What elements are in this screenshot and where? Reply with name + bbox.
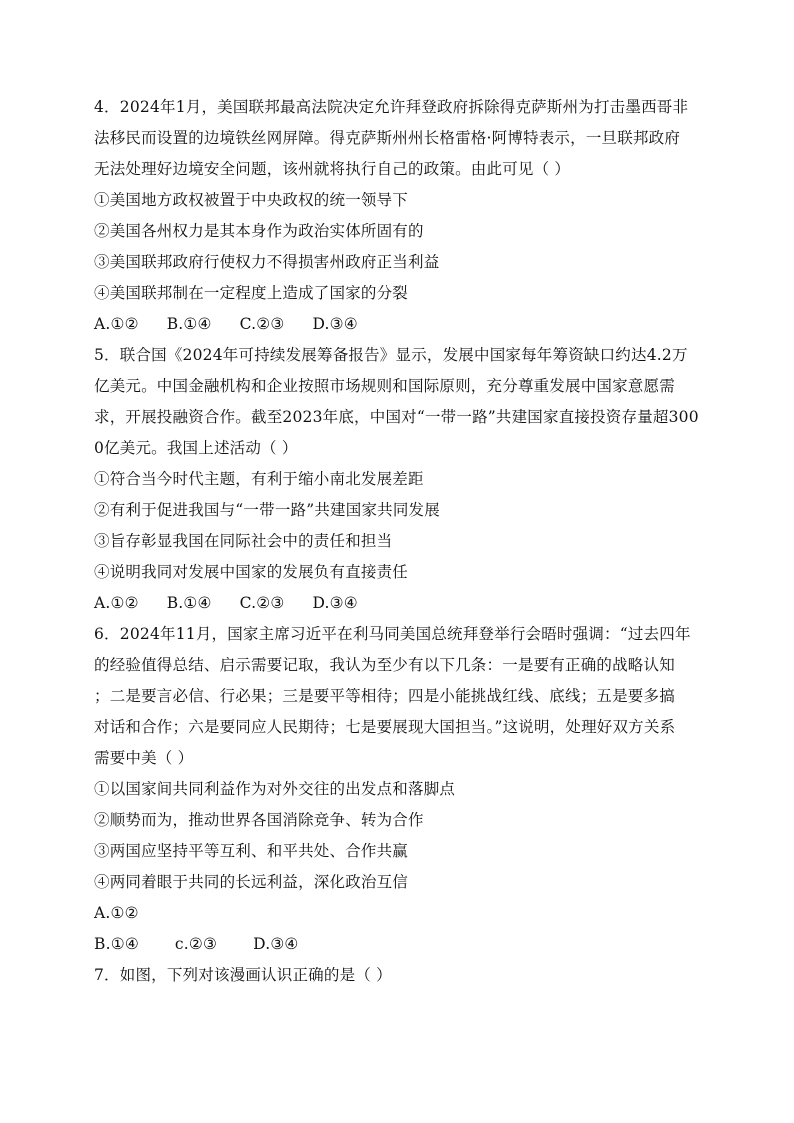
question-7 xyxy=(94,960,700,991)
option-d: D.③④ xyxy=(312,315,358,333)
answer-options xyxy=(94,588,700,619)
statement-item: ④美国联邦制在一定程度上造成了国家的分裂 xyxy=(94,284,409,302)
question-stem-line: 4．2024年1月，美国联邦最高法院决定允许拜登政府拆除得克萨斯州为打击墨西哥非 xyxy=(94,98,689,116)
question-stem-line: 求，开展投融资合作。截至2023年底，中国对“一带一路”共建国家直接投资存量超300 xyxy=(94,408,699,426)
option-d: D.③④ xyxy=(253,935,299,953)
option-a: A.①② xyxy=(94,594,139,612)
statement-item: ①以国家间共同利益作为对外交往的出发点和落脚点 xyxy=(94,780,456,798)
statement-item: ①符合当今时代主题，有利于缩小南北发展差距 xyxy=(94,470,424,488)
statement-item: ④说明我同对发展中国家的发展负有直接责任 xyxy=(94,563,409,581)
option-b: B.①④ xyxy=(166,315,212,333)
option-b: B.①④ xyxy=(94,935,139,953)
answer-options xyxy=(94,929,700,960)
question-stem-line: ；二是要言必信、行必果；三是要平等相待；四是小能挑战红线、底线；五是要多搞 xyxy=(94,687,675,705)
option-d: D.③④ xyxy=(312,594,358,612)
answer-options xyxy=(94,898,700,929)
question-stem-line: 法移民而设置的边境铁丝网屏障。得克萨斯州州长格雷格·阿博特表示，一旦联邦政府 xyxy=(94,129,681,147)
option-a: A.①② xyxy=(94,315,139,333)
question-list xyxy=(94,92,700,991)
statement-item: ①美国地方政权被置于中央政权的统一领导下 xyxy=(94,191,409,209)
statement-item: ②有利于促进我国与“一带一路”共建国家共同发展 xyxy=(94,501,440,519)
statement-item: ②美国各州权力是其本身作为政治实体所固有的 xyxy=(94,222,424,240)
statement-item: ③美国联邦政府行使权力不得损害州政府正当利益 xyxy=(94,253,440,271)
question-stem-line: 6．2024年11月，国家主席习近平在利马同美国总统拜登举行会晤时强调：“过去四年 xyxy=(94,625,691,643)
option-c: C.②③ xyxy=(239,315,285,333)
question-stem-line: 的经验值得总结、启示需要记取，我认为至少有以下几条：一是要有正确的战略认知 xyxy=(94,656,675,674)
question-stem-line: 无法处理好边境安全问题，该州就将执行自己的政策。由此可见（ ） xyxy=(94,160,571,178)
question-5 xyxy=(94,340,700,619)
question-stem-line: 亿美元。中国金融机构和企业按照市场规则和国际原则，充分尊重发展中国家意愿需 xyxy=(94,377,675,395)
statement-item: ④两同着眼于共同的长远利益，深化政治互信 xyxy=(94,873,409,891)
question-stem-line: 需要中美（ ） xyxy=(94,749,194,767)
question-4 xyxy=(94,92,700,340)
option-c: c.②③ xyxy=(174,935,218,953)
question-6 xyxy=(94,619,700,960)
question-stem-line: 7．如图，下列对该漫画认识正确的是（ ） xyxy=(94,966,392,984)
option-c: C.②③ xyxy=(239,594,285,612)
answer-options xyxy=(94,309,700,340)
option-a: A.①② xyxy=(94,904,139,922)
question-stem-line: 5．联合国《2024年可持续发展筹备报告》显示，发展中国家每年筹资缺口约达4.2万 xyxy=(94,346,688,364)
statement-item: ③两国应坚持平等互利、和平共处、合作共赢 xyxy=(94,842,409,860)
question-stem-line: 0亿美元。我国上述活动（ ） xyxy=(94,439,298,457)
statement-item: ③旨存彰显我国在同际社会中的责任和担当 xyxy=(94,532,393,550)
question-stem-line: 对话和合作；六是要同应人民期待；七是要展现大国担当。”这说明，处理好双方关系 xyxy=(94,718,676,736)
option-b: B.①④ xyxy=(166,594,212,612)
statement-item: ②顺势而为，推动世界各国消除竞争、转为合作 xyxy=(94,811,424,829)
